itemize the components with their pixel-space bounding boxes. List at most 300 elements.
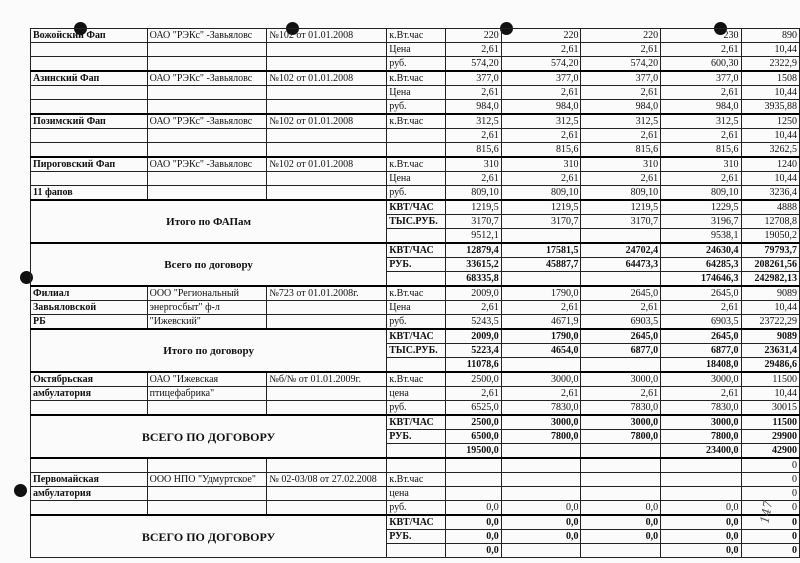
value-cell: 220 [501,29,581,43]
value-cell: 9538,1 [661,229,741,244]
value-cell: 64285,3 [661,258,741,272]
value-cell: 11500 [741,415,799,430]
facility-cell: Азинский Фап [31,71,148,86]
contract-cell: №723 от 01.01.2008г. [267,286,387,301]
contract-cell [267,186,387,201]
value-cell [445,487,501,501]
table-row [31,43,800,57]
value-cell: 10,44 [741,172,799,186]
unit-cell: к.Вт.час [387,71,445,86]
value-cell: 1790,0 [501,329,581,344]
contract-cell [267,57,387,72]
supplier-cell [147,501,267,516]
value-cell: 310 [445,157,501,172]
value-cell: 7800,0 [501,430,581,444]
value-cell: 0 [741,544,799,558]
handwritten-page-number: 147 [757,499,776,525]
value-cell: 377,0 [445,71,501,86]
value-cell [501,229,581,244]
value-cell: 1219,5 [501,200,581,215]
value-cell: 2,61 [661,43,741,57]
value-cell [581,229,661,244]
value-cell: 0 [741,473,799,487]
facility-cell: Завьяловской [31,301,148,315]
value-cell: 2,61 [581,387,661,401]
value-cell: 0,0 [661,515,741,530]
value-cell: 0 [741,530,799,544]
facility-cell [31,43,148,57]
supplier-cell: ООО НПО "Удмуртское" [147,473,267,487]
value-cell: 574,20 [501,57,581,72]
unit-cell: КВТ/ЧАС [387,515,445,530]
unit-cell [387,544,445,558]
table-row [31,315,800,330]
value-cell: 0 [741,501,799,516]
value-cell [501,272,581,287]
unit-cell: руб. [387,186,445,201]
unit-cell [387,229,445,244]
unit-cell [387,358,445,373]
supplier-cell [147,86,267,100]
table-row [31,172,800,186]
table-row [31,301,800,315]
value-cell: 1219,5 [445,200,501,215]
value-cell: 574,20 [445,57,501,72]
value-cell: 3170,7 [501,215,581,229]
unit-cell: Цена [387,301,445,315]
supplier-cell: птицефабрика" [147,387,267,401]
facility-cell [31,100,148,115]
contract-cell: №102 от 01.01.2008 [267,157,387,172]
value-cell: 7800,0 [581,430,661,444]
facility-cell [31,57,148,72]
value-cell: 0,0 [501,515,581,530]
value-cell: 377,0 [661,71,741,86]
value-cell: 0,0 [501,530,581,544]
value-cell: 4671,9 [501,315,581,330]
contract-cell [267,86,387,100]
supplier-cell: ООО "Региональный [147,286,267,301]
unit-cell: Цена [387,172,445,186]
value-cell: 6903,5 [661,315,741,330]
value-cell: 24630,4 [661,243,741,258]
table-row [31,143,800,158]
value-cell: 3000,0 [581,372,661,387]
supplier-cell [147,172,267,186]
facility-cell [31,129,148,143]
value-cell: 2645,0 [661,286,741,301]
supplier-cell: ОАО "РЭКс" -Завьяловс [147,157,267,172]
facility-cell: Вожойский Фап [31,29,148,43]
unit-cell: Цена [387,43,445,57]
unit-cell: КВТ/ЧАС [387,415,445,430]
unit-cell [387,129,445,143]
facility-cell [31,86,148,100]
value-cell: 1508 [741,71,799,86]
value-cell: 1790,0 [501,286,581,301]
facility-cell [31,143,148,158]
table-row [31,387,800,401]
value-cell: 2,61 [501,172,581,186]
value-cell: 2,61 [501,86,581,100]
contract-cell [267,143,387,158]
supplier-cell [147,487,267,501]
value-cell: 45887,7 [501,258,581,272]
value-cell: 1219,5 [581,200,661,215]
unit-cell [387,444,445,459]
supplier-cell [147,401,267,416]
value-cell: 0 [741,487,799,501]
value-cell: 1240 [741,157,799,172]
value-cell: 1250 [741,114,799,129]
value-cell: 10,44 [741,129,799,143]
value-cell [501,444,581,459]
value-cell: 17581,5 [501,243,581,258]
unit-cell: к.Вт.час [387,372,445,387]
value-cell: 377,0 [501,71,581,86]
table-row [31,114,800,129]
value-cell: 312,5 [501,114,581,129]
total-row [31,515,800,530]
table-row [31,286,800,301]
total-row [31,243,800,258]
value-cell: 11500 [741,372,799,387]
contract-cell [267,301,387,315]
table-row [31,57,800,72]
value-cell: 2,61 [445,86,501,100]
value-cell: 310 [661,157,741,172]
value-cell: 6525,0 [445,401,501,416]
value-cell: 2,61 [445,172,501,186]
contract-cell [267,315,387,330]
value-cell: 2,61 [661,86,741,100]
value-cell: 2,61 [661,387,741,401]
facility-cell: амбулатория [31,487,148,501]
value-cell [501,358,581,373]
value-cell: 220 [581,29,661,43]
value-cell: 312,5 [661,114,741,129]
contract-cell [267,100,387,115]
contract-cell: №102 от 01.01.2008 [267,29,387,43]
supplier-cell [147,129,267,143]
value-cell: 7800,0 [661,430,741,444]
value-cell [501,487,581,501]
supplier-cell [147,458,267,473]
value-cell: 815,6 [661,143,741,158]
value-cell: 815,6 [581,143,661,158]
value-cell: 2,61 [661,129,741,143]
value-cell: 23631,4 [741,344,799,358]
value-cell: 2,61 [661,172,741,186]
value-cell: 0,0 [445,515,501,530]
value-cell: 809,10 [501,186,581,201]
supplier-cell: ОАО "РЭКс" -Завьяловс [147,114,267,129]
value-cell: 2,61 [445,301,501,315]
unit-cell: руб. [387,57,445,72]
total-label: Итого по ФАПам [31,200,387,243]
value-cell: 0,0 [581,501,661,516]
value-cell: 312,5 [581,114,661,129]
contract-cell [267,172,387,186]
value-cell: 23722,29 [741,315,799,330]
value-cell: 3170,7 [445,215,501,229]
value-cell: 29900 [741,430,799,444]
unit-cell: руб. [387,315,445,330]
value-cell: 4888 [741,200,799,215]
value-cell: 230 [661,29,741,43]
value-cell: 9512,1 [445,229,501,244]
value-cell: 0,0 [661,530,741,544]
value-cell [581,458,661,473]
value-cell: 0,0 [445,530,501,544]
value-cell: 377,0 [581,71,661,86]
value-cell: 3262,5 [741,143,799,158]
facility-cell [31,401,148,416]
value-cell: 815,6 [501,143,581,158]
value-cell: 2009,0 [445,286,501,301]
table-row [31,487,800,501]
facility-cell: амбулатория [31,387,148,401]
total-row [31,415,800,430]
facility-cell: Пироговский Фап [31,157,148,172]
value-cell: 68335,8 [445,272,501,287]
value-cell [581,272,661,287]
contract-cell [267,129,387,143]
table-row [31,458,800,473]
unit-cell: руб. [387,401,445,416]
supplier-cell: ОАО "РЭКс" -Завьяловс [147,71,267,86]
table-row [31,157,800,172]
value-cell: 11078,6 [445,358,501,373]
value-cell [445,458,501,473]
table-row [31,186,800,201]
value-cell: 19500,0 [445,444,501,459]
punch-hole [14,484,27,497]
value-cell: 19050,2 [741,229,799,244]
value-cell: 18408,0 [661,358,741,373]
value-cell: 6877,0 [661,344,741,358]
facility-cell: 11 фапов [31,186,148,201]
total-label: Итого по договору [31,329,387,372]
contract-cell: № 02-03/08 от 27.02.2008 [267,473,387,487]
value-cell: 2,61 [445,129,501,143]
total-row [31,329,800,344]
unit-cell: ТЫС.РУБ. [387,344,445,358]
value-cell: 2009,0 [445,329,501,344]
value-cell: 10,44 [741,387,799,401]
facility-cell: Октябрьская [31,372,148,387]
value-cell: 2645,0 [661,329,741,344]
value-cell: 7830,0 [581,401,661,416]
value-cell: 7830,0 [501,401,581,416]
value-cell: 0,0 [445,544,501,558]
value-cell: 23400,0 [661,444,741,459]
contract-cell [267,458,387,473]
facility-cell [31,458,148,473]
value-cell: 2322,9 [741,57,799,72]
supplier-cell: энергосбыт" ф-л [147,301,267,315]
unit-cell: к.Вт.час [387,29,445,43]
value-cell: 2,61 [581,301,661,315]
value-cell: 3935,88 [741,100,799,115]
value-cell: 42900 [741,444,799,459]
supplier-cell: "Ижевский" [147,315,267,330]
unit-cell: цена [387,487,445,501]
supplier-cell [147,186,267,201]
value-cell: 5243,5 [445,315,501,330]
unit-cell: КВТ/ЧАС [387,200,445,215]
table-row [31,473,800,487]
value-cell: 2,61 [581,43,661,57]
facility-cell: Первомайская [31,473,148,487]
table-row [31,29,800,43]
value-cell: 7830,0 [661,401,741,416]
value-cell: 2645,0 [581,329,661,344]
value-cell [581,358,661,373]
value-cell: 30015 [741,401,799,416]
value-cell: 809,10 [581,186,661,201]
unit-cell: руб. [387,501,445,516]
value-cell [501,473,581,487]
value-cell: 3000,0 [661,372,741,387]
value-cell: 809,10 [661,186,741,201]
value-cell: 3196,7 [661,215,741,229]
contract-cell [267,487,387,501]
value-cell: 574,20 [581,57,661,72]
value-cell: 2,61 [661,301,741,315]
value-cell: 2,61 [501,301,581,315]
value-cell: 10,44 [741,301,799,315]
total-label: ВСЕГО ПО ДОГОВОРУ [31,515,387,558]
value-cell: 0,0 [445,501,501,516]
value-cell [581,473,661,487]
value-cell: 12879,4 [445,243,501,258]
value-cell: 809,10 [445,186,501,201]
value-cell: 10,44 [741,86,799,100]
unit-cell: ТЫС.РУБ. [387,215,445,229]
value-cell: 310 [501,157,581,172]
value-cell: 9089 [741,286,799,301]
value-cell: 815,6 [445,143,501,158]
value-cell: 0 [741,458,799,473]
unit-cell: КВТ/ЧАС [387,329,445,344]
value-cell: 5223,4 [445,344,501,358]
total-label: ВСЕГО ПО ДОГОВОРУ [31,415,387,458]
value-cell: 2,61 [445,43,501,57]
table-row [31,372,800,387]
value-cell: 984,0 [581,100,661,115]
table-row [31,401,800,416]
contract-cell: №102 от 01.01.2008 [267,114,387,129]
table-row [31,501,800,516]
value-cell: 79793,7 [741,243,799,258]
value-cell: 2645,0 [581,286,661,301]
electricity-consumption-table [30,28,800,558]
value-cell: 242982,13 [741,272,799,287]
supplier-cell [147,57,267,72]
value-cell: 2,61 [501,129,581,143]
unit-cell: РУБ. [387,430,445,444]
value-cell: 3000,0 [581,415,661,430]
unit-cell: цена [387,387,445,401]
unit-cell: РУБ. [387,258,445,272]
unit-cell: КВТ/ЧАС [387,243,445,258]
contract-cell [267,387,387,401]
value-cell: 29486,6 [741,358,799,373]
value-cell: 208261,56 [741,258,799,272]
value-cell: 984,0 [501,100,581,115]
value-cell: 0,0 [661,501,741,516]
value-cell: 984,0 [445,100,501,115]
value-cell: 6500,0 [445,430,501,444]
contract-cell: №102 от 01.01.2008 [267,71,387,86]
value-cell [581,544,661,558]
value-cell: 2,61 [581,172,661,186]
value-cell: 2,61 [445,387,501,401]
unit-cell: к.Вт.час [387,473,445,487]
value-cell: 64473,3 [581,258,661,272]
contract-cell [267,401,387,416]
table-row [31,129,800,143]
value-cell: 3236,4 [741,186,799,201]
unit-cell: руб. [387,100,445,115]
supplier-cell: ОАО "РЭКс" -Завьяловс [147,29,267,43]
value-cell: 220 [445,29,501,43]
facility-cell: Позимский Фап [31,114,148,129]
value-cell [501,544,581,558]
value-cell: 24702,4 [581,243,661,258]
supplier-cell [147,43,267,57]
facility-cell [31,501,148,516]
value-cell [581,487,661,501]
value-cell: 2,61 [501,387,581,401]
value-cell: 310 [581,157,661,172]
facility-cell [31,172,148,186]
unit-cell [387,272,445,287]
unit-cell: к.Вт.час [387,286,445,301]
value-cell [661,487,741,501]
table-row [31,100,800,115]
facility-cell: РБ [31,315,148,330]
value-cell: 4654,0 [501,344,581,358]
value-cell: 1229,5 [661,200,741,215]
value-cell: 0,0 [581,515,661,530]
supplier-cell [147,143,267,158]
value-cell [581,444,661,459]
value-cell: 6903,5 [581,315,661,330]
value-cell: 12708,8 [741,215,799,229]
unit-cell: РУБ. [387,530,445,544]
value-cell: 2,61 [501,43,581,57]
unit-cell [387,143,445,158]
value-cell: 2,61 [581,129,661,143]
value-cell: 2500,0 [445,372,501,387]
unit-cell: к.Вт.час [387,157,445,172]
value-cell: 3170,7 [581,215,661,229]
supplier-cell [147,100,267,115]
contract-cell [267,43,387,57]
value-cell: 6877,0 [581,344,661,358]
value-cell: 2,61 [581,86,661,100]
value-cell: 9089 [741,329,799,344]
facility-cell: Филиал [31,286,148,301]
contract-cell [267,501,387,516]
unit-cell: Цена [387,86,445,100]
value-cell: 312,5 [445,114,501,129]
value-cell: 600,30 [661,57,741,72]
contract-cell: №б/№ от 01.01.2009г. [267,372,387,387]
value-cell: 3000,0 [501,415,581,430]
